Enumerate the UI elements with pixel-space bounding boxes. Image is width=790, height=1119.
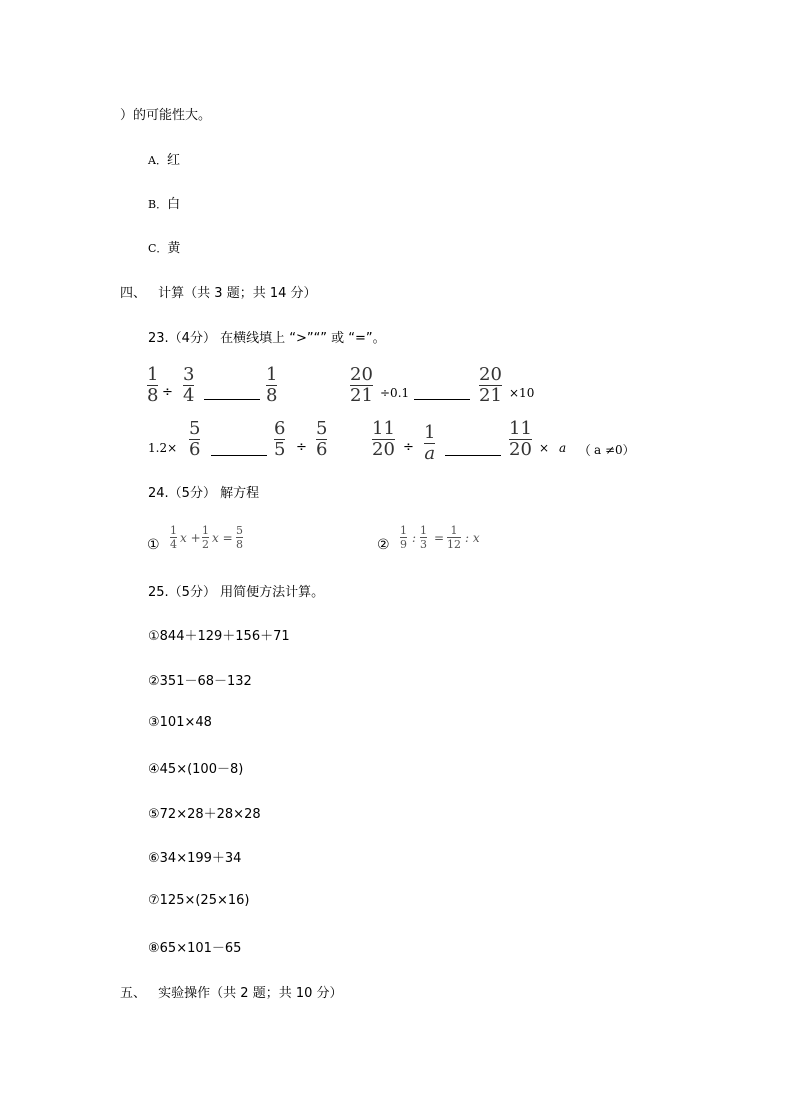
calc-item: ④45×(100－8) [148, 762, 244, 777]
equation-term: : [412, 531, 417, 545]
section-5-heading [120, 982, 343, 1001]
multiplier: 1.2× [148, 441, 178, 455]
numerator: 11 [509, 418, 532, 439]
fraction [424, 424, 435, 463]
numerator: 5 [236, 524, 243, 537]
times-ten: ×10 [509, 386, 535, 400]
denominator: 4 [183, 385, 195, 406]
answer-blank[interactable] [204, 399, 260, 400]
section-number: 四、 [120, 286, 147, 301]
equation-term: : x [465, 531, 480, 545]
divide-by-decimal: ÷0.1 [380, 386, 410, 400]
fraction [447, 525, 461, 550]
option-a [148, 149, 180, 168]
calc-item: ①844＋129＋156＋71 [148, 629, 290, 644]
answer-blank[interactable] [211, 455, 267, 456]
section-4-heading [120, 282, 317, 301]
fraction [400, 525, 407, 550]
fraction [189, 420, 200, 459]
denominator: 20 [372, 439, 395, 460]
numerator: 6 [274, 418, 286, 439]
option-b [148, 193, 180, 212]
section-number: 五、 [120, 986, 147, 1001]
fraction [509, 420, 532, 459]
equation-term: x = [212, 531, 233, 545]
denominator: 12 [447, 538, 461, 551]
fraction [147, 366, 158, 405]
denominator: 6 [316, 439, 328, 460]
fraction [350, 366, 373, 405]
question-25-header: 25.（5分） 用简便方法计算。 [148, 585, 325, 600]
denominator: 2 [202, 538, 209, 551]
variable-a: a [559, 441, 567, 455]
numerator: 1 [202, 524, 209, 537]
open-paren: （ [578, 444, 592, 459]
numerator: 1 [424, 422, 436, 443]
numerator: 5 [316, 418, 328, 439]
calc-item: ③101×48 [148, 715, 212, 730]
fraction [479, 366, 502, 405]
calc-item: ⑤72×28＋28×28 [148, 807, 261, 822]
numerator: 1 [170, 524, 177, 537]
option-text: 白 [167, 197, 181, 212]
option-text: 黄 [167, 241, 181, 256]
divide-sign: ÷ [403, 440, 414, 455]
fraction [236, 525, 243, 550]
calc-item: ②351－68－132 [148, 674, 252, 689]
section-title: 实验操作（共 2 题；共 10 分） [158, 986, 343, 1001]
condition: a ≠0） [594, 443, 635, 457]
option-letter: A． [148, 154, 167, 167]
question-23-header: 23.（4分） 在横线填上 “>”“” 或 “=”。 [148, 331, 386, 346]
numerator: 20 [479, 364, 502, 385]
times-sign: × [539, 441, 550, 455]
numerator: 5 [189, 418, 201, 439]
denominator: 9 [400, 538, 407, 551]
denominator: 8 [236, 538, 243, 551]
fraction [170, 525, 177, 550]
numerator: 11 [372, 418, 395, 439]
option-letter: C． [148, 242, 168, 255]
calc-item: ⑧65×101－65 [148, 941, 242, 956]
answer-blank[interactable] [414, 399, 470, 400]
fraction [420, 525, 427, 550]
denominator: 20 [509, 439, 532, 460]
option-c [148, 237, 180, 256]
question-24-header: 24.（5分） 解方程 [148, 486, 260, 501]
denominator: 21 [479, 385, 502, 406]
divide-sign: ÷ [296, 440, 307, 455]
fraction [316, 420, 327, 459]
fraction [274, 420, 285, 459]
denominator: 8 [147, 385, 159, 406]
fraction [266, 366, 277, 405]
divide-sign: ÷ [162, 385, 173, 400]
denominator: 4 [170, 538, 177, 551]
denominator: a [424, 443, 436, 464]
numerator: 1 [266, 364, 278, 385]
numerator: 1 [400, 524, 407, 537]
option-text: 红 [166, 153, 180, 168]
question-22-tail: ）的可能性大。 [120, 108, 212, 123]
numerator: 20 [350, 364, 373, 385]
numerator: 1 [147, 364, 159, 385]
denominator: 6 [189, 439, 201, 460]
equation-marker-2: ② [377, 537, 390, 553]
option-letter: B． [148, 198, 168, 211]
numerator: 1 [450, 524, 458, 537]
answer-blank[interactable] [445, 455, 501, 456]
equation-term: x + [180, 531, 201, 545]
section-title: 计算（共 3 题；共 14 分） [158, 286, 317, 301]
calc-item: ⑥34×199＋34 [148, 851, 242, 866]
denominator: 8 [266, 385, 278, 406]
denominator: 5 [274, 439, 286, 460]
equation-marker-1: ① [147, 537, 160, 553]
denominator: 21 [350, 385, 373, 406]
numerator: 3 [183, 364, 195, 385]
denominator: 3 [420, 538, 427, 551]
calc-item: ⑦125×(25×16) [148, 893, 250, 908]
numerator: 1 [420, 524, 427, 537]
equation-term: = [434, 531, 445, 545]
fraction [183, 366, 194, 405]
fraction [372, 420, 395, 459]
fraction [202, 525, 209, 550]
